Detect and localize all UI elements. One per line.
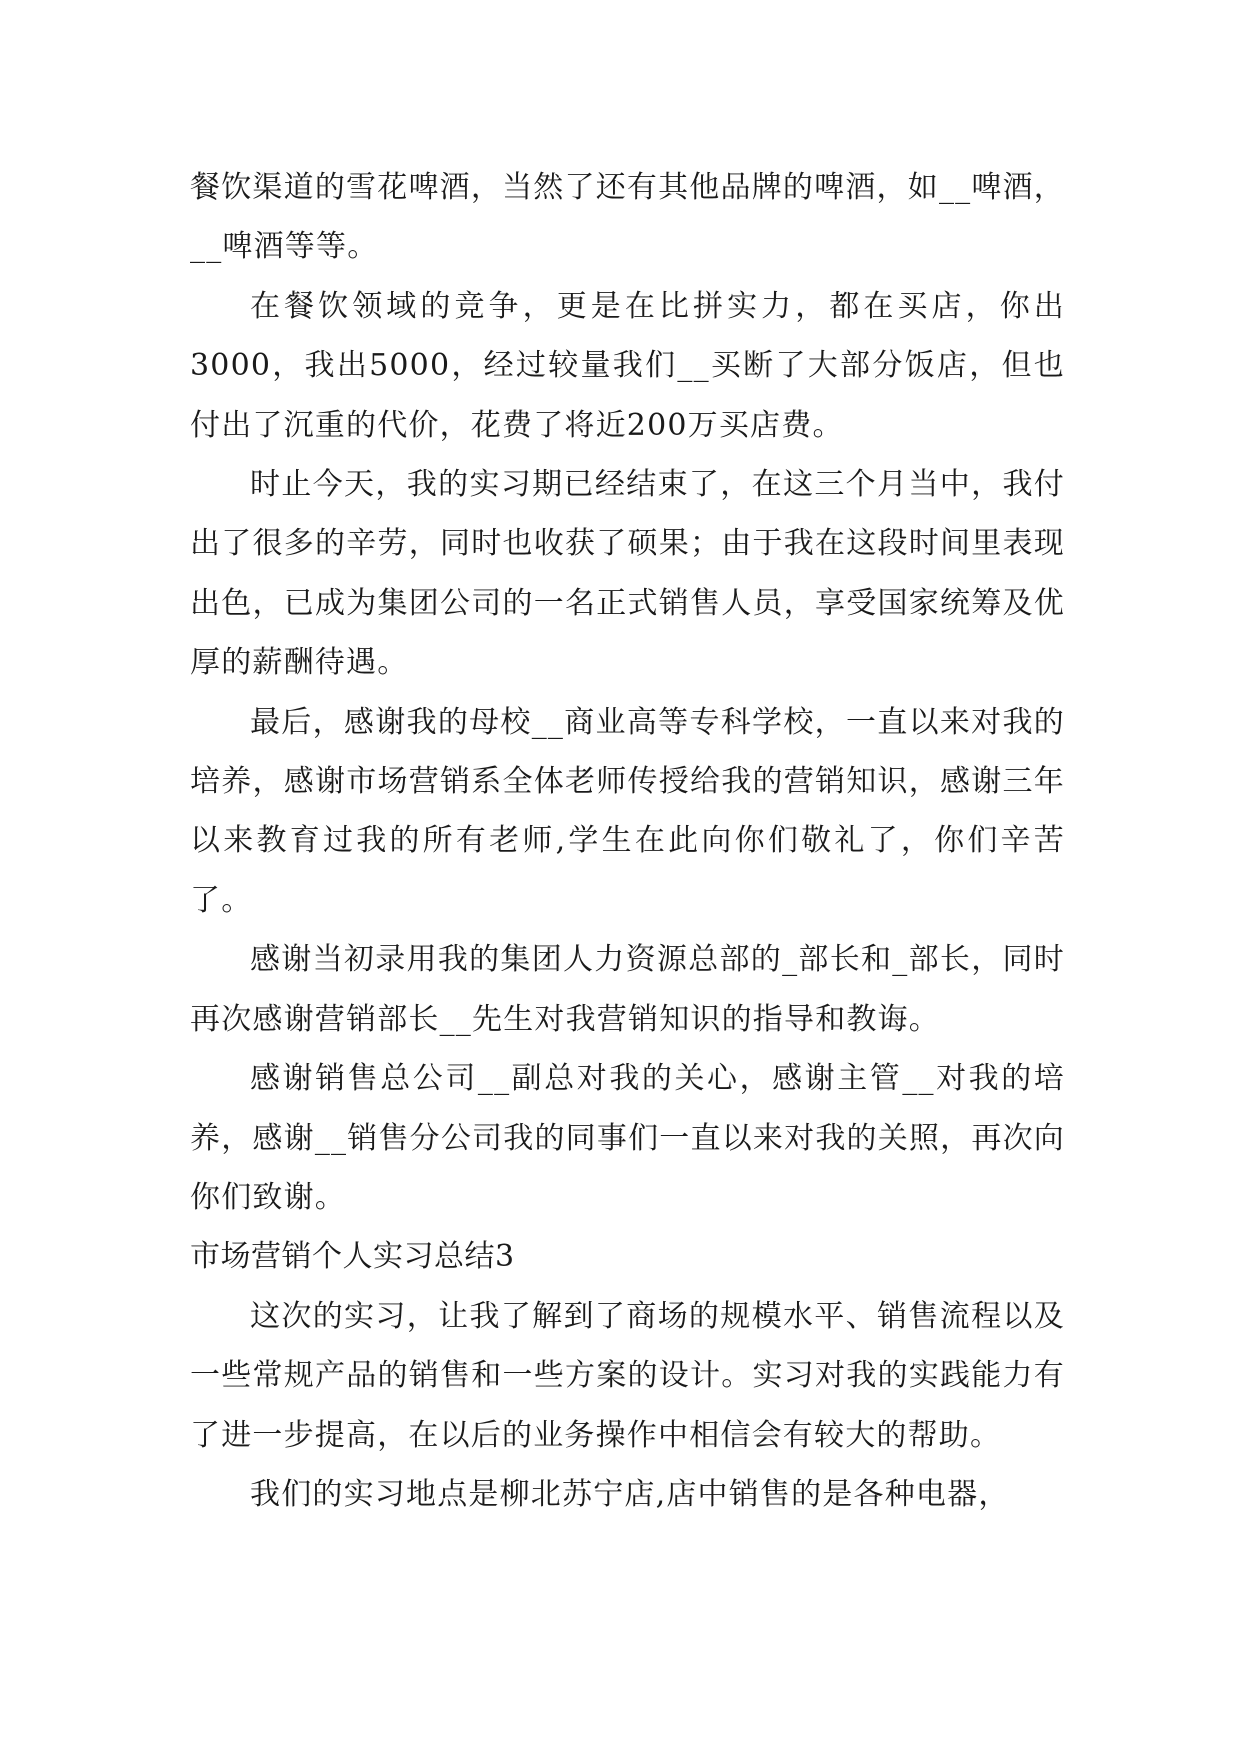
- paragraph-internship-end: 时止今天，我的实习期已经结束了，在这三个月当中，我付出了很多的辛劳，同时也收获了硕果；由于我在这段时间里表现出色，已成为集团公司的一名正式销售人员，享受国家统筹及优厚的薪酬待遇。: [190, 467, 1065, 681]
- paragraph-internship-location: 我们的实习地点是柳北苏宁店,店中销售的是各种电器，: [250, 1476, 1010, 1512]
- paragraph-internship-summary: 这次的实习，让我了解到了商场的规模水平、销售流程以及一些常规产品的销售和一些方案的设计。实习对我的实践能力有了进一步提高，在以后的业务操作中相信会有较大的帮助。: [190, 1298, 1065, 1453]
- document-body: [190, 158, 1065, 1524]
- paragraph-thanks-school: 最后，感谢我的母校__商业高等专科学校，一直以来对我的培养，感谢市场营销系全体老师传授给我的营销知识，感谢三年以来教育过我的所有老师,学生在此向你们敬礼了，你们辛苦了。: [190, 704, 1065, 918]
- paragraph-thanks-hr: 感谢当初录用我的集团人力资源总部的_部长和_部长，同时再次感谢营销部长__先生对我营销知识的指导和教诲。: [190, 942, 1065, 1037]
- paragraph-catering-competition: 在餐饮领域的竞争，更是在比拼实力，都在买店，你出3000，我出5000，经过较量我们__买断了大部分饭店，但也付出了沉重的代价，花费了将近200万买店费。: [190, 288, 1065, 443]
- paragraph-thanks-colleagues: 感谢销售总公司__副总对我的关心，感谢主管__对我的培养，感谢__销售分公司我的同事们一直以来对我的关照，再次向你们致谢。: [190, 1061, 1065, 1215]
- section-heading: 市场营销个人实习总结3: [190, 1239, 515, 1275]
- paragraph-beer-brands: 餐饮渠道的雪花啤酒，当然了还有其他品牌的啤酒，如__啤酒，__啤酒等等。: [190, 170, 1065, 265]
